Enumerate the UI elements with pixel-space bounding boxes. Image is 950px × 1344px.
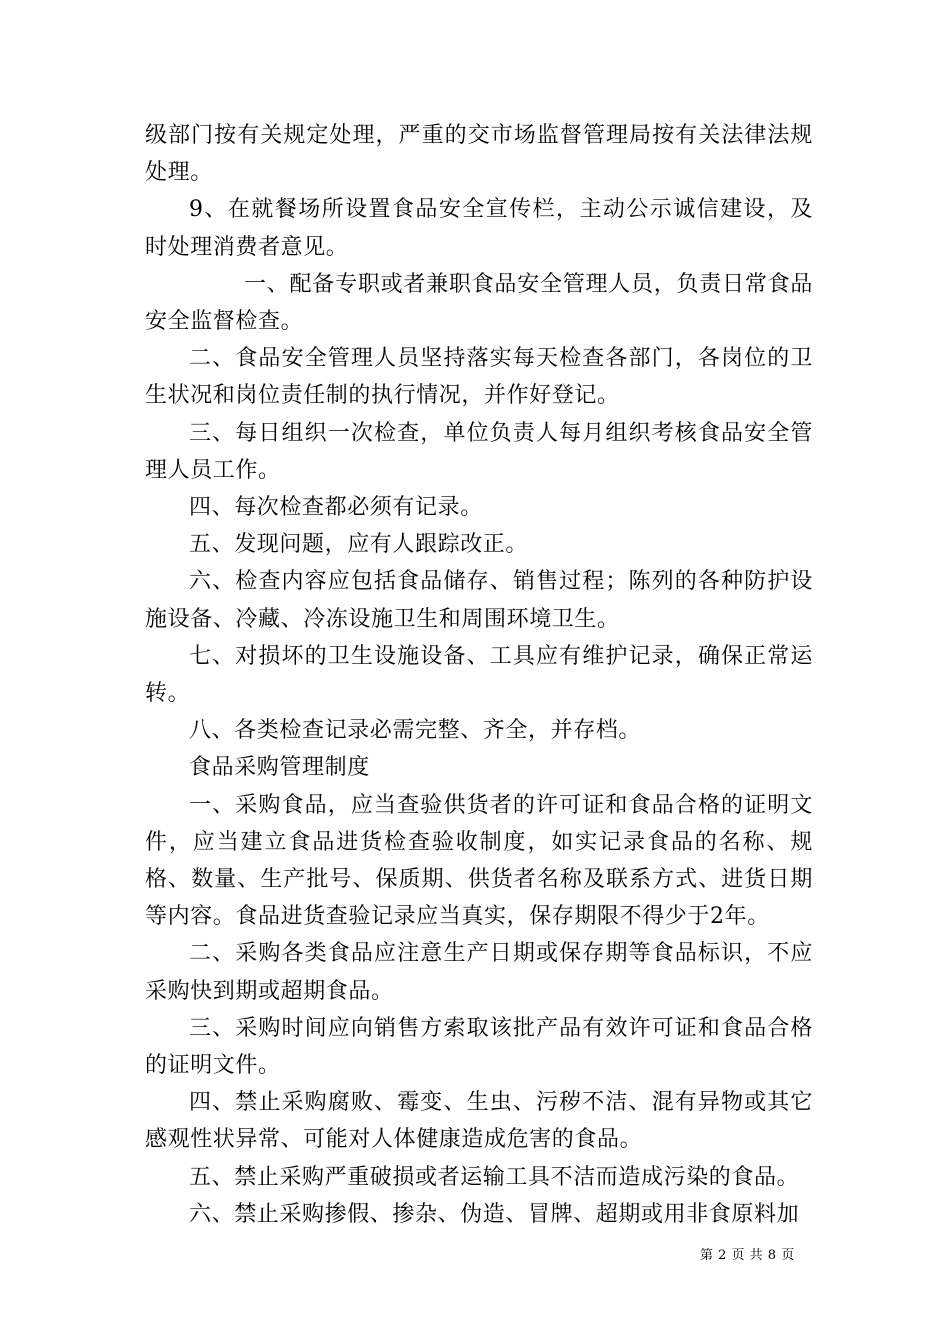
purchase-item-4: 四、禁止采购腐败、霉变、生虫、污秽不洁、混有异物或其它感观性状异常、可能对人体健康造成危害的食品。 xyxy=(145,1090,813,1153)
purchase-item-5: 五、禁止采购严重破损或者运输工具不洁而造成污染的食品。 xyxy=(189,1164,800,1190)
purchase-item-3: 三、采购时间应向销售方索取该批产品有效许可证和食品合格的证明文件。 xyxy=(145,1015,813,1079)
paragraph-item-5: 五、发现问题，应有人跟踪改正。 xyxy=(189,532,529,558)
section-heading: 食品采购管理制度 xyxy=(189,755,370,781)
paragraph-item-3: 三、每日组织一次检查，单位负责人每月组织考核食品安全管理人员工作。 xyxy=(145,420,813,483)
paragraph-item-2: 二、食品安全管理人员坚持落实每天检查各部门，各岗位的卫生状况和岗位责任制的执行情况，并作好登记。 xyxy=(145,346,813,409)
purchase-item-1: 一、采购食品，应当查验供货者的许可证和食品合格的证明文件，应当建立食品进货检查验收制度，如实记录食品的名称、规格、数量、生产批号、保质期、供货者名称及联系方式、进货日期等内容。食品进货查验记录应当真实，保存期限不得少于2年。 xyxy=(145,792,813,930)
paragraph-item-4: 四、每次检查都必须有记录。 xyxy=(189,495,483,521)
paragraph-item-1: 一、配备专职或者兼职食品安全管理人员，负责日常食品安全监督检查。 xyxy=(145,271,813,335)
paragraph-item-9: 9、在就餐场所设置食品安全宣传栏，主动公示诚信建设，及时处理消费者意见。 xyxy=(145,197,813,260)
paragraph-item-8: 八、各类检查记录必需完整、齐全，并存档。 xyxy=(189,718,642,744)
paragraph-continuation: 级部门按有关规定处理，严重的交市场监督管理局按有关法律法规处理。 xyxy=(145,123,813,186)
paragraph-item-6: 六、检查内容应包括食品储存、销售过程；陈列的各种防护设施设备、冷藏、冷冻设施卫生和周围环境卫生。 xyxy=(145,569,813,632)
paragraph-item-7: 七、对损坏的卫生设施设备、工具应有维护记录，确保正常运转。 xyxy=(145,643,813,707)
document-body xyxy=(145,117,813,1233)
page-number: 第 2 页 共 8 页 xyxy=(700,1248,795,1263)
purchase-item-6: 六、禁止采购掺假、掺杂、伪造、冒牌、超期或用非食原料加 xyxy=(189,1201,800,1227)
purchase-item-2: 二、采购各类食品应注意生产日期或保存期等食品标识，不应采购快到期或超期食品。 xyxy=(145,941,813,1004)
